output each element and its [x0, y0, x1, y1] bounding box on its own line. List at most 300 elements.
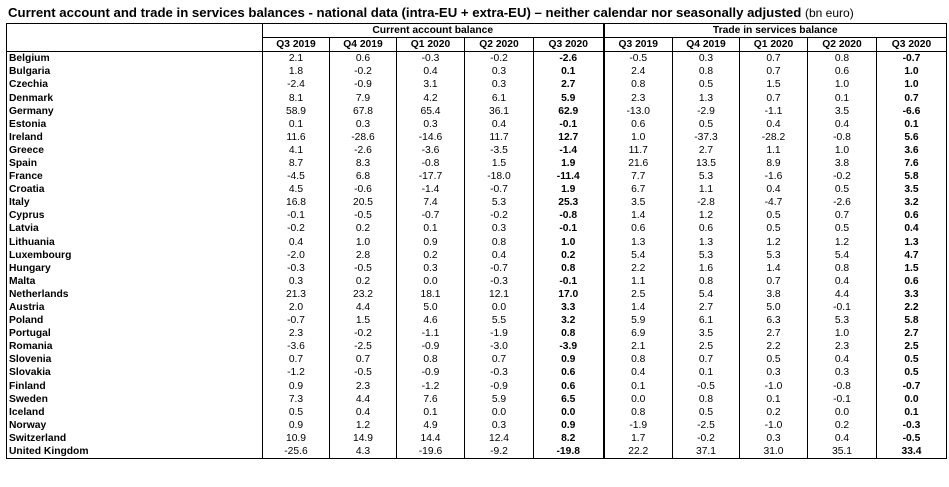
ca-value-cell: 0.9: [534, 353, 604, 366]
ca-value-cell: 0.0: [465, 301, 534, 314]
ts-value-cell: -1.1: [740, 105, 808, 118]
ts-value-cell: 0.2: [740, 406, 808, 419]
ca-value-cell: 0.6: [330, 52, 397, 66]
ts-value-cell: 0.5: [740, 353, 808, 366]
ca-value-cell: 1.0: [534, 236, 604, 249]
ts-value-cell: 3.8: [808, 157, 877, 170]
ts-value-cell: 0.5: [673, 78, 740, 91]
ca-value-cell: 8.7: [263, 157, 330, 170]
ca-value-cell: -1.2: [397, 380, 465, 393]
table-row: [7, 366, 947, 379]
ts-value-cell: 2.3: [604, 91, 673, 104]
ts-value-cell: 21.6: [604, 157, 673, 170]
ca-value-cell: -1.2: [263, 366, 330, 379]
table-row: [7, 131, 947, 144]
ts-value-cell: 1.1: [604, 275, 673, 288]
ts-value-cell: 6.9: [604, 327, 673, 340]
ts-value-cell: 0.0: [808, 406, 877, 419]
ts-value-cell: 5.8: [877, 170, 947, 183]
ts-value-cell: 5.3: [673, 249, 740, 262]
ts-value-cell: -0.7: [877, 380, 947, 393]
balances-table: [6, 23, 947, 459]
ts-value-cell: 0.8: [808, 52, 877, 66]
country-cell: Slovakia: [7, 366, 263, 379]
country-cell: Greece: [7, 144, 263, 157]
group-header-row: [7, 24, 947, 38]
ts-value-cell: 2.2: [604, 262, 673, 275]
ca-value-cell: 6.1: [465, 91, 534, 104]
ca-value-cell: 5.9: [534, 91, 604, 104]
country-cell: Denmark: [7, 91, 263, 104]
ts-value-cell: 1.2: [673, 209, 740, 222]
table-row: [7, 65, 947, 78]
ca-value-cell: 0.4: [330, 406, 397, 419]
ts-value-cell: 0.4: [877, 222, 947, 235]
ts-value-cell: -28.2: [740, 131, 808, 144]
col-header-ts-q4-2019: Q4 2019: [673, 38, 740, 52]
ts-value-cell: 2.7: [740, 327, 808, 340]
ca-value-cell: -0.7: [397, 209, 465, 222]
ca-value-cell: 4.1: [263, 144, 330, 157]
ca-value-cell: -0.7: [465, 183, 534, 196]
ts-value-cell: 0.4: [740, 183, 808, 196]
ts-value-cell: 11.7: [604, 144, 673, 157]
group-trade-services: Trade in services balance: [604, 24, 947, 38]
table-row: [7, 196, 947, 209]
ca-value-cell: 14.9: [330, 432, 397, 445]
ca-value-cell: 0.3: [465, 222, 534, 235]
ts-value-cell: 6.3: [740, 314, 808, 327]
ca-value-cell: 1.0: [330, 236, 397, 249]
ts-value-cell: 1.1: [673, 183, 740, 196]
ts-value-cell: 1.2: [808, 236, 877, 249]
ca-value-cell: 16.8: [263, 196, 330, 209]
ts-value-cell: 0.0: [604, 393, 673, 406]
ts-value-cell: 6.1: [673, 314, 740, 327]
ts-value-cell: 0.7: [740, 52, 808, 66]
ts-value-cell: 2.5: [877, 340, 947, 353]
col-header-ts-q1-2020: Q1 2020: [740, 38, 808, 52]
ca-value-cell: 0.7: [330, 353, 397, 366]
table-row: [7, 288, 947, 301]
ts-value-cell: 0.0: [877, 393, 947, 406]
ts-value-cell: -2.5: [673, 419, 740, 432]
ts-value-cell: 1.3: [877, 236, 947, 249]
ca-value-cell: 0.0: [534, 406, 604, 419]
table-row: [7, 144, 947, 157]
title-text: Current account and trade in services balances - national data (intra-EU + extra-EU) – neither calendar nor seasonally adjusted: [8, 5, 802, 20]
country-cell: Luxembourg: [7, 249, 263, 262]
ca-value-cell: 2.1: [263, 52, 330, 66]
ts-value-cell: -0.8: [808, 131, 877, 144]
ca-value-cell: -4.5: [263, 170, 330, 183]
ca-value-cell: -0.3: [465, 275, 534, 288]
ca-value-cell: -0.7: [465, 262, 534, 275]
ca-value-cell: -0.2: [330, 327, 397, 340]
ca-value-cell: 58.9: [263, 105, 330, 118]
ts-value-cell: 1.0: [808, 144, 877, 157]
ca-value-cell: 0.8: [534, 327, 604, 340]
ts-value-cell: -0.5: [877, 432, 947, 445]
ts-value-cell: 0.8: [604, 406, 673, 419]
ts-value-cell: 2.1: [604, 340, 673, 353]
ts-value-cell: 1.4: [740, 262, 808, 275]
ts-value-cell: 1.3: [604, 236, 673, 249]
corner-cell: [7, 24, 263, 38]
ts-value-cell: 5.3: [740, 249, 808, 262]
ts-value-cell: 1.5: [877, 262, 947, 275]
ca-value-cell: 0.9: [397, 236, 465, 249]
ts-value-cell: 7.7: [604, 170, 673, 183]
ca-value-cell: -0.7: [263, 314, 330, 327]
table-row: [7, 105, 947, 118]
ts-value-cell: -1.6: [740, 170, 808, 183]
ts-value-cell: 0.7: [740, 65, 808, 78]
ts-value-cell: 0.7: [740, 91, 808, 104]
ts-value-cell: 35.1: [808, 445, 877, 459]
ca-value-cell: 0.3: [465, 78, 534, 91]
col-header-ts-q2-2020: Q2 2020: [808, 38, 877, 52]
ca-value-cell: 0.3: [397, 262, 465, 275]
country-cell: Portugal: [7, 327, 263, 340]
ca-value-cell: 8.1: [263, 91, 330, 104]
ts-value-cell: -2.6: [808, 196, 877, 209]
ts-value-cell: 0.4: [808, 275, 877, 288]
ca-value-cell: -3.9: [534, 340, 604, 353]
ca-value-cell: 12.1: [465, 288, 534, 301]
ca-value-cell: -1.1: [397, 327, 465, 340]
country-cell: Ireland: [7, 131, 263, 144]
ts-value-cell: 0.5: [877, 353, 947, 366]
ts-value-cell: -0.2: [673, 432, 740, 445]
ca-value-cell: -0.2: [263, 222, 330, 235]
ca-value-cell: 17.0: [534, 288, 604, 301]
ts-value-cell: 0.3: [740, 432, 808, 445]
table-row: [7, 209, 947, 222]
ts-value-cell: -13.0: [604, 105, 673, 118]
ca-value-cell: 8.2: [534, 432, 604, 445]
ts-value-cell: -0.5: [673, 380, 740, 393]
ts-value-cell: 0.6: [604, 118, 673, 131]
ts-value-cell: 37.1: [673, 445, 740, 459]
ca-value-cell: -0.5: [330, 262, 397, 275]
ca-value-cell: 12.7: [534, 131, 604, 144]
ts-value-cell: 0.4: [808, 353, 877, 366]
table-row: [7, 249, 947, 262]
ca-value-cell: 7.9: [330, 91, 397, 104]
ts-value-cell: 0.5: [740, 209, 808, 222]
ts-value-cell: 1.6: [673, 262, 740, 275]
ca-value-cell: -0.9: [465, 380, 534, 393]
ca-value-cell: -17.7: [397, 170, 465, 183]
table-row: [7, 236, 947, 249]
ts-value-cell: 1.0: [808, 327, 877, 340]
ca-value-cell: 5.9: [465, 393, 534, 406]
ca-value-cell: 0.6: [534, 380, 604, 393]
ts-value-cell: 0.8: [604, 78, 673, 91]
ts-value-cell: 4.7: [877, 249, 947, 262]
ca-value-cell: -14.6: [397, 131, 465, 144]
ts-value-cell: 0.8: [673, 275, 740, 288]
ts-value-cell: 22.2: [604, 445, 673, 459]
ts-value-cell: 0.8: [673, 65, 740, 78]
ca-value-cell: 8.3: [330, 157, 397, 170]
ts-value-cell: 2.5: [673, 340, 740, 353]
country-cell: Slovenia: [7, 353, 263, 366]
country-cell: Netherlands: [7, 288, 263, 301]
country-cell: Romania: [7, 340, 263, 353]
table-row: [7, 406, 947, 419]
ca-value-cell: -11.4: [534, 170, 604, 183]
ts-value-cell: -37.3: [673, 131, 740, 144]
ts-value-cell: -1.9: [604, 419, 673, 432]
ca-value-cell: -1.4: [397, 183, 465, 196]
quarter-header-row: [7, 38, 947, 52]
ca-value-cell: 0.3: [465, 419, 534, 432]
ts-value-cell: -1.0: [740, 419, 808, 432]
ts-value-cell: 1.0: [808, 78, 877, 91]
ca-value-cell: 65.4: [397, 105, 465, 118]
ca-value-cell: 36.1: [465, 105, 534, 118]
ts-value-cell: 3.6: [877, 144, 947, 157]
ca-value-cell: 14.4: [397, 432, 465, 445]
ts-value-cell: 5.8: [877, 314, 947, 327]
country-cell: Hungary: [7, 262, 263, 275]
ts-value-cell: 0.7: [740, 275, 808, 288]
ca-value-cell: 0.0: [465, 406, 534, 419]
ts-value-cell: 2.7: [673, 144, 740, 157]
table-row: [7, 170, 947, 183]
ts-value-cell: 0.1: [877, 406, 947, 419]
col-header-ca-q2-2020: Q2 2020: [465, 38, 534, 52]
ca-value-cell: -0.6: [330, 183, 397, 196]
country-cell: Czechia: [7, 78, 263, 91]
country-cell: Switzerland: [7, 432, 263, 445]
ts-value-cell: 5.3: [808, 314, 877, 327]
country-cell: Iceland: [7, 406, 263, 419]
ca-value-cell: 1.9: [534, 183, 604, 196]
ts-value-cell: 33.4: [877, 445, 947, 459]
ca-value-cell: 0.1: [397, 222, 465, 235]
col-header-ca-q3-2020: Q3 2020: [534, 38, 604, 52]
ts-value-cell: 5.4: [673, 288, 740, 301]
ts-value-cell: -0.5: [604, 52, 673, 66]
ts-value-cell: 0.1: [673, 366, 740, 379]
ca-value-cell: -0.1: [534, 275, 604, 288]
col-header-ca-q1-2020: Q1 2020: [397, 38, 465, 52]
ts-value-cell: 1.0: [877, 78, 947, 91]
ca-value-cell: 0.4: [397, 65, 465, 78]
ca-value-cell: -0.2: [465, 209, 534, 222]
ts-value-cell: -6.6: [877, 105, 947, 118]
table-row: [7, 380, 947, 393]
ca-value-cell: 0.9: [263, 380, 330, 393]
ca-value-cell: -2.5: [330, 340, 397, 353]
ts-value-cell: -1.0: [740, 380, 808, 393]
ca-value-cell: -19.8: [534, 445, 604, 459]
country-cell: Italy: [7, 196, 263, 209]
ca-value-cell: 0.8: [534, 262, 604, 275]
ca-value-cell: 0.3: [465, 65, 534, 78]
ts-value-cell: -0.2: [808, 170, 877, 183]
ca-value-cell: 4.3: [330, 445, 397, 459]
ca-value-cell: -19.6: [397, 445, 465, 459]
ca-value-cell: 25.3: [534, 196, 604, 209]
ca-value-cell: -2.0: [263, 249, 330, 262]
table-row: [7, 157, 947, 170]
ts-value-cell: 6.7: [604, 183, 673, 196]
ca-value-cell: 18.1: [397, 288, 465, 301]
ca-value-cell: 1.2: [330, 419, 397, 432]
ca-value-cell: 4.9: [397, 419, 465, 432]
ts-value-cell: 1.0: [604, 131, 673, 144]
ts-value-cell: 3.2: [877, 196, 947, 209]
ca-value-cell: -1.4: [534, 144, 604, 157]
ca-value-cell: 20.5: [330, 196, 397, 209]
ca-value-cell: 0.2: [330, 275, 397, 288]
ca-value-cell: -2.4: [263, 78, 330, 91]
ts-value-cell: 3.8: [740, 288, 808, 301]
ts-value-cell: -0.7: [877, 52, 947, 66]
ts-value-cell: 1.2: [740, 236, 808, 249]
country-cell: Estonia: [7, 118, 263, 131]
country-cell: Cyprus: [7, 209, 263, 222]
ts-value-cell: 7.6: [877, 157, 947, 170]
table-row: [7, 52, 947, 66]
ca-value-cell: -0.8: [397, 157, 465, 170]
ts-value-cell: 0.7: [808, 209, 877, 222]
ca-value-cell: 2.7: [534, 78, 604, 91]
country-cell: Croatia: [7, 183, 263, 196]
ca-value-cell: 10.9: [263, 432, 330, 445]
ca-value-cell: 5.0: [397, 301, 465, 314]
country-cell: United Kingdom: [7, 445, 263, 459]
ca-value-cell: 6.5: [534, 393, 604, 406]
ca-value-cell: 0.8: [465, 236, 534, 249]
country-cell: Finland: [7, 380, 263, 393]
ca-value-cell: 67.8: [330, 105, 397, 118]
ts-value-cell: 5.6: [877, 131, 947, 144]
ts-value-cell: 1.4: [604, 209, 673, 222]
ts-value-cell: -2.8: [673, 196, 740, 209]
ca-value-cell: 2.8: [330, 249, 397, 262]
ca-value-cell: -0.9: [330, 78, 397, 91]
ca-value-cell: -28.6: [330, 131, 397, 144]
ts-value-cell: 8.9: [740, 157, 808, 170]
table-row: [7, 393, 947, 406]
corner-cell-2: [7, 38, 263, 52]
ts-value-cell: -2.9: [673, 105, 740, 118]
ts-value-cell: 0.8: [673, 393, 740, 406]
table-row: [7, 419, 947, 432]
ts-value-cell: -4.7: [740, 196, 808, 209]
country-cell: Malta: [7, 275, 263, 288]
ca-value-cell: 2.3: [263, 327, 330, 340]
ts-value-cell: 0.5: [808, 222, 877, 235]
ts-value-cell: 0.6: [808, 65, 877, 78]
ts-value-cell: 0.7: [673, 353, 740, 366]
table-row: [7, 183, 947, 196]
ca-value-cell: 0.9: [263, 419, 330, 432]
country-cell: Spain: [7, 157, 263, 170]
table-row: [7, 262, 947, 275]
ca-value-cell: 0.9: [534, 419, 604, 432]
ca-value-cell: -0.1: [263, 209, 330, 222]
ca-value-cell: -0.5: [330, 366, 397, 379]
ts-value-cell: 2.2: [877, 301, 947, 314]
ca-value-cell: 23.2: [330, 288, 397, 301]
ca-value-cell: -0.9: [397, 340, 465, 353]
ts-value-cell: 0.6: [604, 222, 673, 235]
table-row: [7, 314, 947, 327]
ts-value-cell: 2.5: [604, 288, 673, 301]
col-header-ts-q3-2020: Q3 2020: [877, 38, 947, 52]
ca-value-cell: -0.3: [465, 366, 534, 379]
table-row: [7, 353, 947, 366]
ts-value-cell: 0.5: [673, 406, 740, 419]
ts-value-cell: 1.3: [673, 91, 740, 104]
ca-value-cell: 21.3: [263, 288, 330, 301]
ts-value-cell: 0.5: [877, 366, 947, 379]
ca-value-cell: 0.3: [397, 118, 465, 131]
table-row: [7, 445, 947, 459]
ts-value-cell: 1.0: [877, 65, 947, 78]
ts-value-cell: 2.2: [740, 340, 808, 353]
ca-value-cell: 0.4: [465, 118, 534, 131]
ca-value-cell: 0.3: [330, 118, 397, 131]
table-row: [7, 327, 947, 340]
ca-value-cell: -3.6: [397, 144, 465, 157]
ts-value-cell: 3.5: [808, 105, 877, 118]
ca-value-cell: 3.2: [534, 314, 604, 327]
unit-text: (bn euro): [805, 6, 854, 20]
ca-value-cell: 1.5: [465, 157, 534, 170]
ca-value-cell: 0.4: [465, 249, 534, 262]
ca-value-cell: -1.9: [465, 327, 534, 340]
ca-value-cell: 0.2: [397, 249, 465, 262]
ts-value-cell: -0.1: [808, 393, 877, 406]
ca-value-cell: 0.0: [397, 275, 465, 288]
ca-value-cell: 3.3: [534, 301, 604, 314]
ca-value-cell: 0.1: [534, 65, 604, 78]
ca-value-cell: -18.0: [465, 170, 534, 183]
country-cell: Bulgaria: [7, 65, 263, 78]
ca-value-cell: -0.3: [263, 262, 330, 275]
ts-value-cell: 0.1: [877, 118, 947, 131]
ts-value-cell: 2.7: [877, 327, 947, 340]
table-title: [8, 4, 948, 22]
table-row: [7, 118, 947, 131]
ca-value-cell: 5.5: [465, 314, 534, 327]
ts-value-cell: 5.0: [740, 301, 808, 314]
country-cell: Belgium: [7, 52, 263, 66]
ca-value-cell: 7.4: [397, 196, 465, 209]
ts-value-cell: 3.5: [673, 327, 740, 340]
table-row: [7, 78, 947, 91]
ts-value-cell: 0.1: [808, 91, 877, 104]
ca-value-cell: -25.6: [263, 445, 330, 459]
ca-value-cell: 4.4: [330, 301, 397, 314]
ts-value-cell: 0.6: [877, 209, 947, 222]
ca-value-cell: -0.2: [330, 65, 397, 78]
ts-value-cell: -0.3: [877, 419, 947, 432]
ca-value-cell: 0.2: [534, 249, 604, 262]
ts-value-cell: 0.4: [808, 432, 877, 445]
ts-value-cell: 3.5: [877, 183, 947, 196]
ca-value-cell: 0.5: [263, 406, 330, 419]
ts-value-cell: 0.4: [604, 366, 673, 379]
table-row: [7, 340, 947, 353]
